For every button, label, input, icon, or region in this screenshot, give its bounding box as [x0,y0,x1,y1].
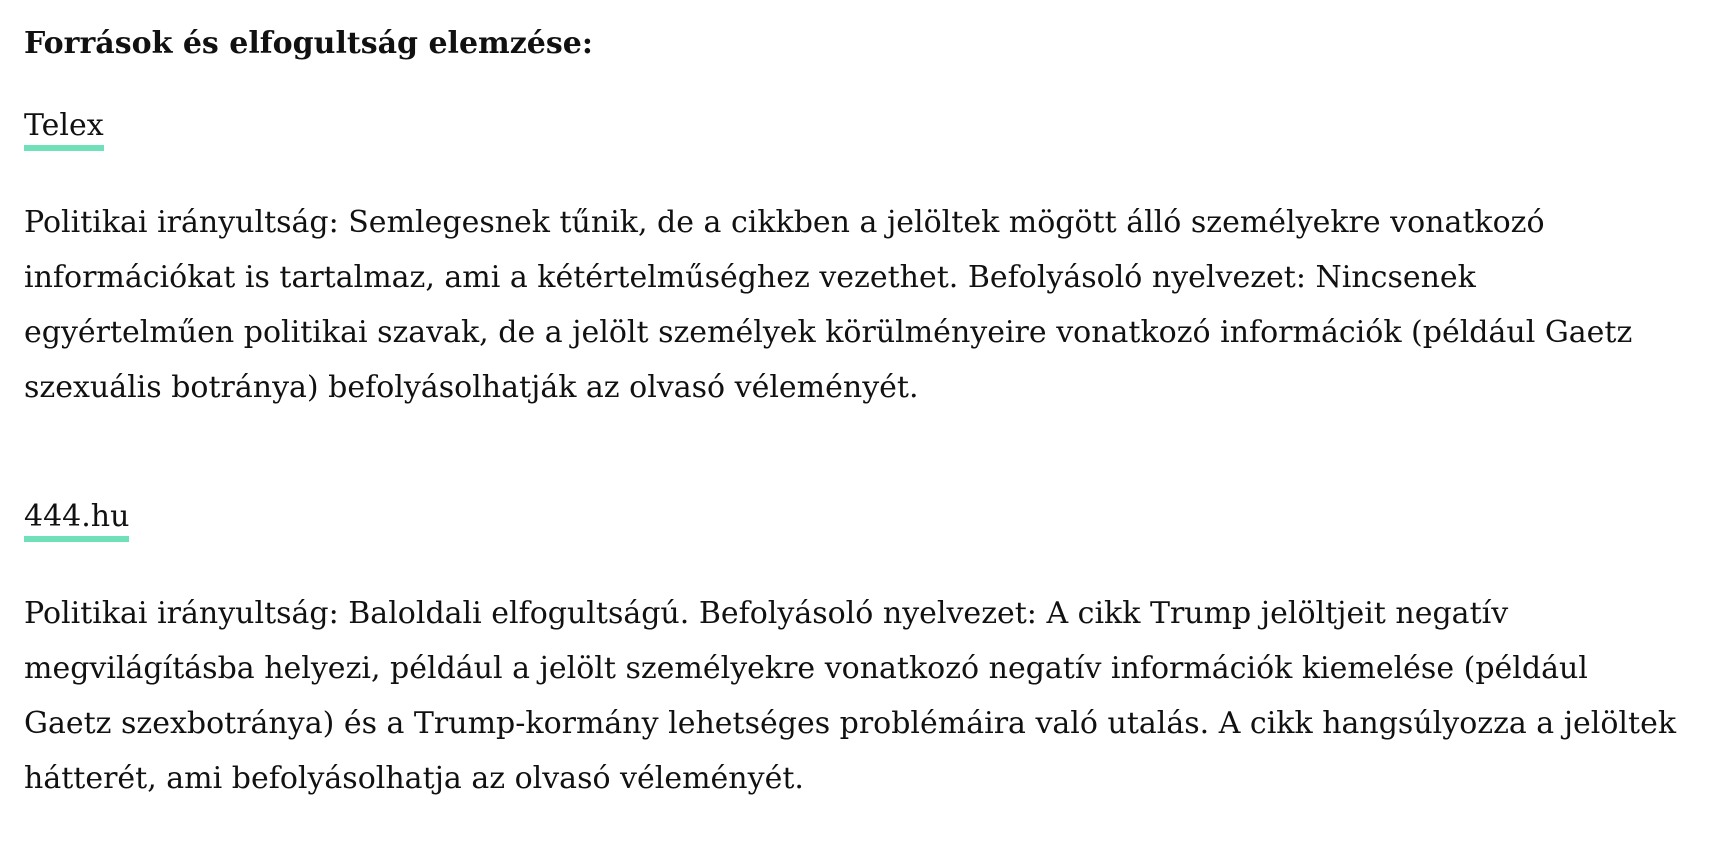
source-link-telex[interactable]: Telex [24,107,104,151]
source-section-telex [24,107,1684,415]
source-analysis-telex: Politikai irányultság: Semlegesnek tűnik, de a cikkben a jelöltek mögött álló személyekre vonatkozó információkat is tartalmaz, ami a kétértelműséghez vezethet. Befolyásoló nyelvezet: Nincsenek egyértelműen politikai szavak, de a jelölt személyek körülményeire vonatkozó információk (például Gaetz szexuális botránya) befolyásolhatják az olvasó véleményét. [24,205,1633,405]
source-analysis-444: Politikai irányultság: Baloldali elfogultságú. Befolyásoló nyelvezet: A cikk Trump jelöltjeit negatív megvilágításba helyezi, például a jelölt személyekre vonatkozó negatív információk kiemelése (például Gaetz szexbotránya) és a Trump-kormány lehetséges problémáira való utalás. A cikk hangsúlyozza a jelöltek hátterét, ami befolyásolhatja az olvasó véleményét. [24,596,1677,796]
source-link-444[interactable]: 444.hu [24,498,129,542]
source-section-444 [24,498,1684,806]
page-title: Források és elfogultság elemzése: [24,26,593,61]
